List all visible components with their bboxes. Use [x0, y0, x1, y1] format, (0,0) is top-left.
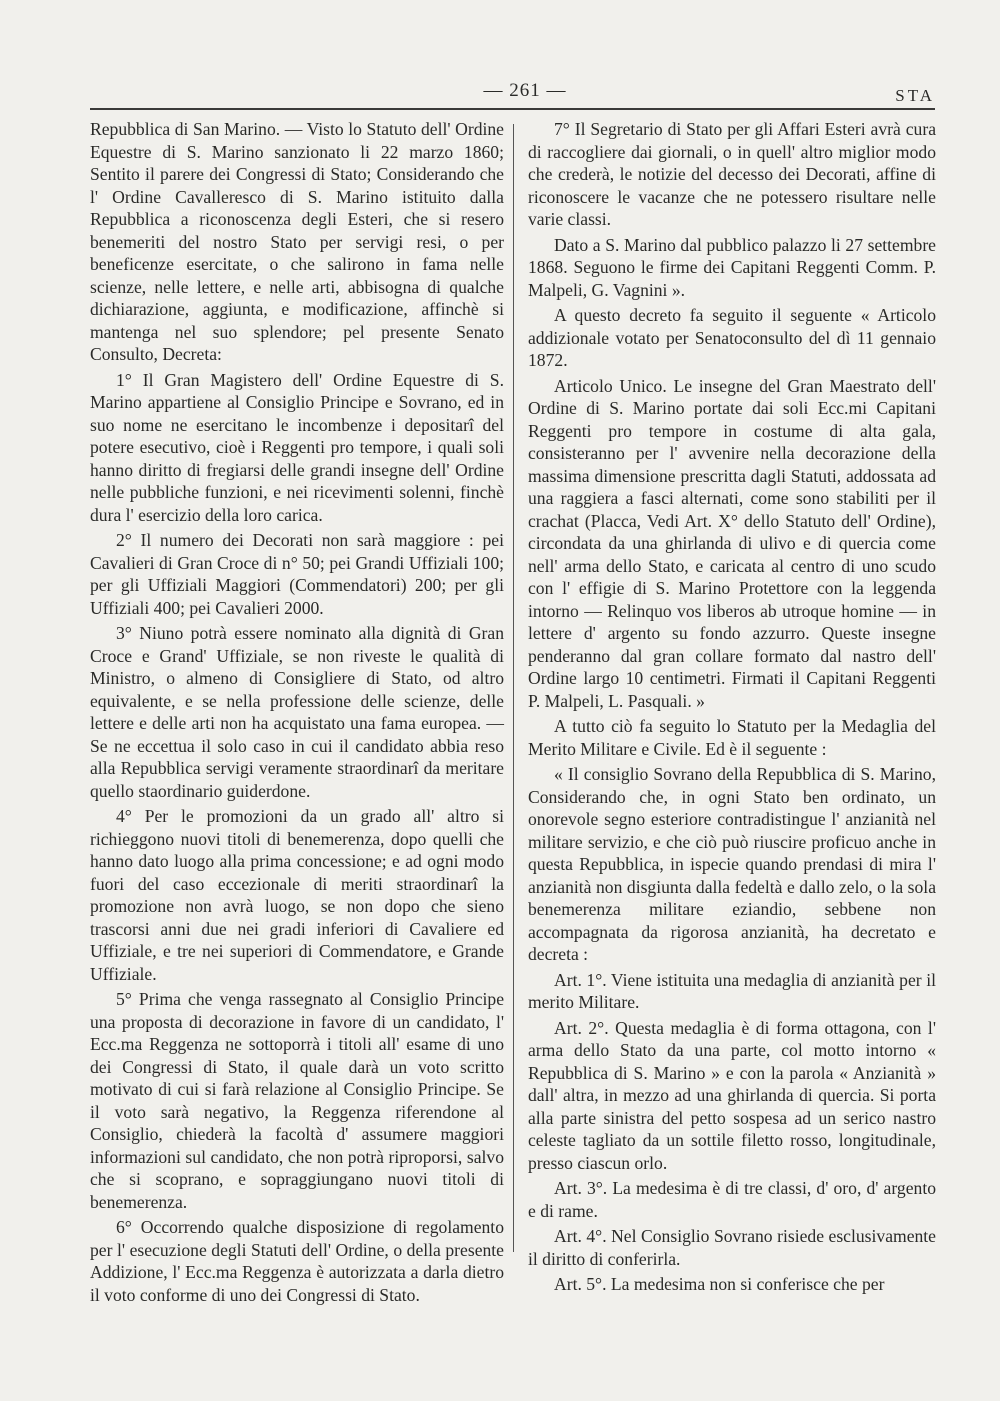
- page-header: [90, 80, 935, 110]
- paragraph: 3° Niuno potrà essere nominato alla dignità di Gran Croce e Grand' Uffiziale, se non riveste le qualità di Ministro, o almeno di Consigliere di Stato, od altro equivalente, e se nella professione delle scienze, delle lettere e delle arti non ha acquistato una fama europea. — Se ne eccettua il solo caso in cui il candidato abbia reso alla Repubblica servigi veramente straordinarî da meritare quello staordinario guiderdone.: [90, 623, 504, 801]
- paragraph: 7° Il Segretario di Stato per gli Affari Esteri avrà cura di raccogliere dai giornali, o in quell' altro miglior modo che crederà, le notizie del decesso dei Decorati, affine di riconoscere le vacanze che ne potessero risultare nelle varie classi.: [528, 119, 936, 229]
- paragraph: Repubblica di San Marino. — Visto lo Statuto dell' Ordine Equestre di S. Marino sanzionato li 22 marzo 1860; Sentito il parere dei Congressi di Stato; Considerando che l' Ordine Cavalleresco di S. Marino istituito dalla Repubblica a riconoscenza degli Esteri, che si resero benemeriti del nostro Stato per servigi resi, o per beneficenze esercitate, o che salirono in fama nelle scienze, nelle lettere, e nelle arti, abbisogna di qualche dichiarazione, aggiunta, e modificazione, affinchè si mantenga nel suo splendore; pel presente Senato Consulto, Decreta:: [90, 119, 504, 364]
- left-column: [90, 118, 504, 1309]
- paragraph: 5° Prima che venga rassegnato al Consiglio Principe una proposta di decorazione in favore di un candidato, l' Ecc.ma Reggenza ne sottoporrà i titoli all' esame di uno dei Congressi di Stato, il quale darà un voto scritto motivato di cui si farà relazione al Consiglio Principe. Se il voto sarà negativo, la Reggenza riferendone al Consiglio, chiederà la facoltà d' assumere maggiori informazioni sul candidato, che non potrà riproporsi, salvo che si scoprano, e sopraggiungano nuovi titoli di benemerenza.: [90, 989, 504, 1212]
- paragraph: 6° Occorrendo qualche disposizione di regolamento per l' esecuzione degli Statuti dell' Ordine, o della presente Addizione, l' Ecc.ma Reggenza è autorizzata a darla dietro il voto conforme di uno dei Congressi di Stato.: [90, 1217, 504, 1305]
- paragraph: A questo decreto fa seguito il seguente « Articolo addizionale votato per Senatoconsulto del dì 11 gennaio 1872.: [528, 305, 936, 370]
- paragraph: A tutto ciò fa seguito lo Statuto per la Medaglia del Merito Militare e Civile. Ed è il seguente :: [528, 716, 936, 759]
- paragraph: « Il consiglio Sovrano della Repubblica di S. Marino, Considerando che, in ogni Stato ben ordinato, un onorevole segno esteriore contradistingue l' anzianità nel militare servizio, e che ciò può riuscire proficuo anche in questa Repubblica, in ispecie quando prendasi di mira l' anzianità non disgiunta dalla fedeltà e dallo zelo, o la sola benemerenza militare eziandio, sebbene non accompagnata da rigorosa anzianità, ha decretato e decreta :: [528, 764, 936, 964]
- paragraph: Art. 4°. Nel Consiglio Sovrano risiede esclusivamente il diritto di conferirla.: [528, 1226, 936, 1269]
- paragraph: Art. 5°. La medesima non si conferisce che per: [554, 1274, 885, 1294]
- running-head: STA: [895, 86, 935, 105]
- paragraph: 2° Il numero dei Decorati non sarà maggiore : pei Cavalieri di Gran Croce di n° 50; pei Grandi Uffiziali 100; per gli Uffiziali Maggiori (Commendatori) 200; per gli Uffiziali 400; pei Cavalieri 2000.: [90, 530, 504, 618]
- paragraph: Art. 1°. Viene istituita una medaglia di anzianità per il merito Militare.: [528, 969, 936, 1012]
- header-rule: [90, 108, 935, 110]
- right-column: [528, 118, 936, 1299]
- paragraph: Art. 2°. Questa medaglia è di forma ottagona, con l' arma dello Stato da una parte, col motto intorno « Repubblica di S. Marino » e con la parola « Anzianità » dall' altra, in mezzo ad una ghirlanda di quercia. Si porta alla parte sinistra del petto sospesa ad un serico nastro celeste tagliato da un sottile filetto rosso, longitudinale, presso ciascun orlo.: [528, 1017, 936, 1173]
- paragraph: Articolo Unico. Le insegne del Gran Maestrato dell' Ordine di S. Marino portate dai soli Ecc.mi Capitani Reggenti pro tempore in costume di alta gala, consisteranno per l' avvenire nella decorazione della massima dimensione prescritta dagli Statuti, addossata ad una raggiera a fasci alternati, come sono stabiliti per il crachat (Placca, Vedi Art. X° dello Statuto dell' Ordine), circondata da una ghirlanda di ulivo e di quercia come nell' arma dello Stato, e caricata al centro di uno scudo con l' effigie di S. Marino Protettore con la leggenda intorno — Relinquo vos liberos ab utroque homine — in lettere d' argento su fondo azzurro. Queste insegne penderanno dal gran collare formato dal nastro dell' Ordine largo 10 centimetri. Firmati il Capitani Reggenti P. Malpeli, L. Pasquali. »: [528, 375, 936, 711]
- paragraph: Dato a S. Marino dal pubblico palazzo li 27 settembre 1868. Seguono le firme dei Capitani Reggenti Comm. P. Malpeli, G. Vagnini ».: [528, 234, 936, 300]
- column-divider: [513, 124, 514, 1252]
- page-number: — 261 —: [483, 80, 567, 101]
- paragraph: 1° Il Gran Magistero dell' Ordine Equestre di S. Marino appartiene al Consiglio Principe e Sovrano, ed in suo nome ne esercitano le incombenze i depositarî del potere esecutivo, cioè i Reggenti pro tempore, i quali soli hanno diritto di fregiarsi delle grandi insegne dell' Ordine nelle pubbliche funzioni, e nei ricevimenti solenni, finchè dura l' esercizio della loro carica.: [90, 369, 504, 525]
- paragraph: Art. 3°. La medesima è di tre classi, d' oro, d' argento e di rame.: [528, 1178, 936, 1221]
- paragraph: 4° Per le promozioni da un grado all' altro si richieggono nuovi titoli di benemerenza, dopo quelli che hanno dato luogo alla prima concessione; e ad ogni modo fuori del caso eccezionale di meriti straordinarî la promozione non avrà luogo, se non dopo che sieno trascorsi anni due nei gradi inferiori di Cavaliere ed Uffiziale, e tre nei superiori di Commendatore, e Grande Uffiziale.: [90, 806, 504, 984]
